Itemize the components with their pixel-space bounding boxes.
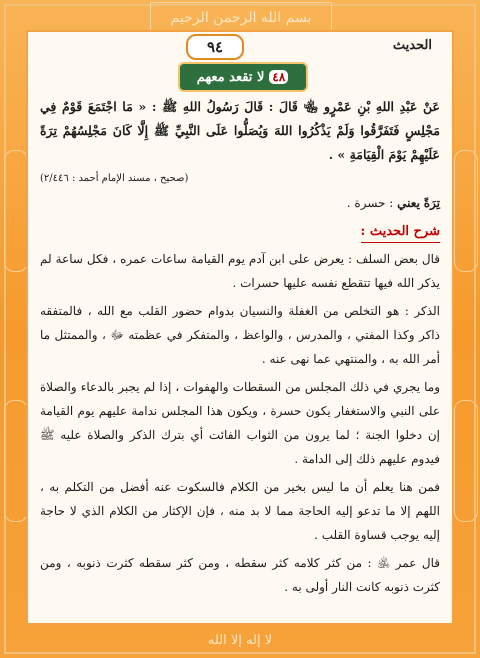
vocab-line xyxy=(40,191,440,215)
vocab-label: يعني xyxy=(397,196,420,210)
hadith-number: ٤٨ xyxy=(268,69,289,85)
page-number: ٩٤ xyxy=(186,34,244,60)
basmala-banner: بسم الله الرحمن الرحيم xyxy=(150,2,332,34)
hadith-text: عَنْ عَبْدِ اللهِ بْنِ عَمْرٍو ﵄ قَالَ : قَالَ رَسُولُ اللهِ ﷺ : « مَا اجْتَمَعَ قَوْمٌ فِي مَجْلِسٍ فَتَفَرَّقُوا وَلَمْ يَذْكُرُوا اللهَ وَيُصَلُّوا عَلَى النَّبِيِّ ﷺ إِلَّا كَانَ مَجْلِسُهُمْ تِرَةً عَلَيْهِمْ يَوْمَ الْقِيَامَةِ » . xyxy=(40,99,440,162)
shahada-banner: لا إله إلا الله xyxy=(207,632,273,648)
vocab-meaning: : حسرة . xyxy=(346,196,394,210)
section-name: الحديث xyxy=(392,38,432,53)
left-ornament-lower xyxy=(4,400,28,522)
right-ornament-lower xyxy=(454,400,478,522)
paragraph: قال عمر ﵁ : من كثر كلامه كثر سقطه ، ومن كثر سقطه كثرت ذنوبه ، ومن كثرت ذنوبه كانت النار أولى به . xyxy=(40,556,440,594)
hadith-title-badge xyxy=(178,62,308,92)
right-ornament xyxy=(454,150,478,272)
hadith-source: (صحيح ، مسند الإمام أحمد : ٢/٤٤٦) xyxy=(40,173,189,184)
hadith-title: لا تقعد معهم xyxy=(196,69,265,85)
paragraph: وما يجري في ذلك المجلس من السقطات والهفوات ، إذا لم يجبر بالدعاء والصلاة على النبي والاستغفار يكون حسرة ، ويكون هذا المجلس ندامة عليهم يوم القيامة إن دخلوا الجنة ؛ لما يرون من الثواب الفائت أي بترك الذكر والصلاة عليه ﷺ فيدوم عليهم ذلك إلى الدامة . xyxy=(40,380,440,466)
page-content xyxy=(40,95,440,615)
vocab-word: تِرَةً xyxy=(423,196,440,210)
paragraph: الذكر : هو التخلص من الغفلة والنسيان بدوام حضور القلب مع الله ، فالمتفقه ذاكر وكذا المفتي ، والمدرس ، والواعظ ، والمتفكر في عظمته ﷻ ، والممتثل ما أمر الله به ، والمنتهي عما نهى عنه . xyxy=(40,304,440,366)
explanation-heading: شرح الحديث : xyxy=(361,222,440,243)
left-ornament xyxy=(4,150,28,272)
paragraph: قال بعض السلف : يعرض على ابن آدم يوم القيامة ساعات عمره ، فكل ساعة لم يذكر الله فيها تتقطع نفسه عليها حسرات . xyxy=(40,252,440,290)
paragraph: فمن هنا يعلم أن ما ليس بخير من الكلام فالسكوت عنه أفضل من التكلم به ، اللهم إلا ما تدعو إليه الحاجة مما لا بد منه ، فإن الإكثار من الكلام الذي لا حاجة إليه يوجب قساوة القلب . xyxy=(40,480,440,542)
